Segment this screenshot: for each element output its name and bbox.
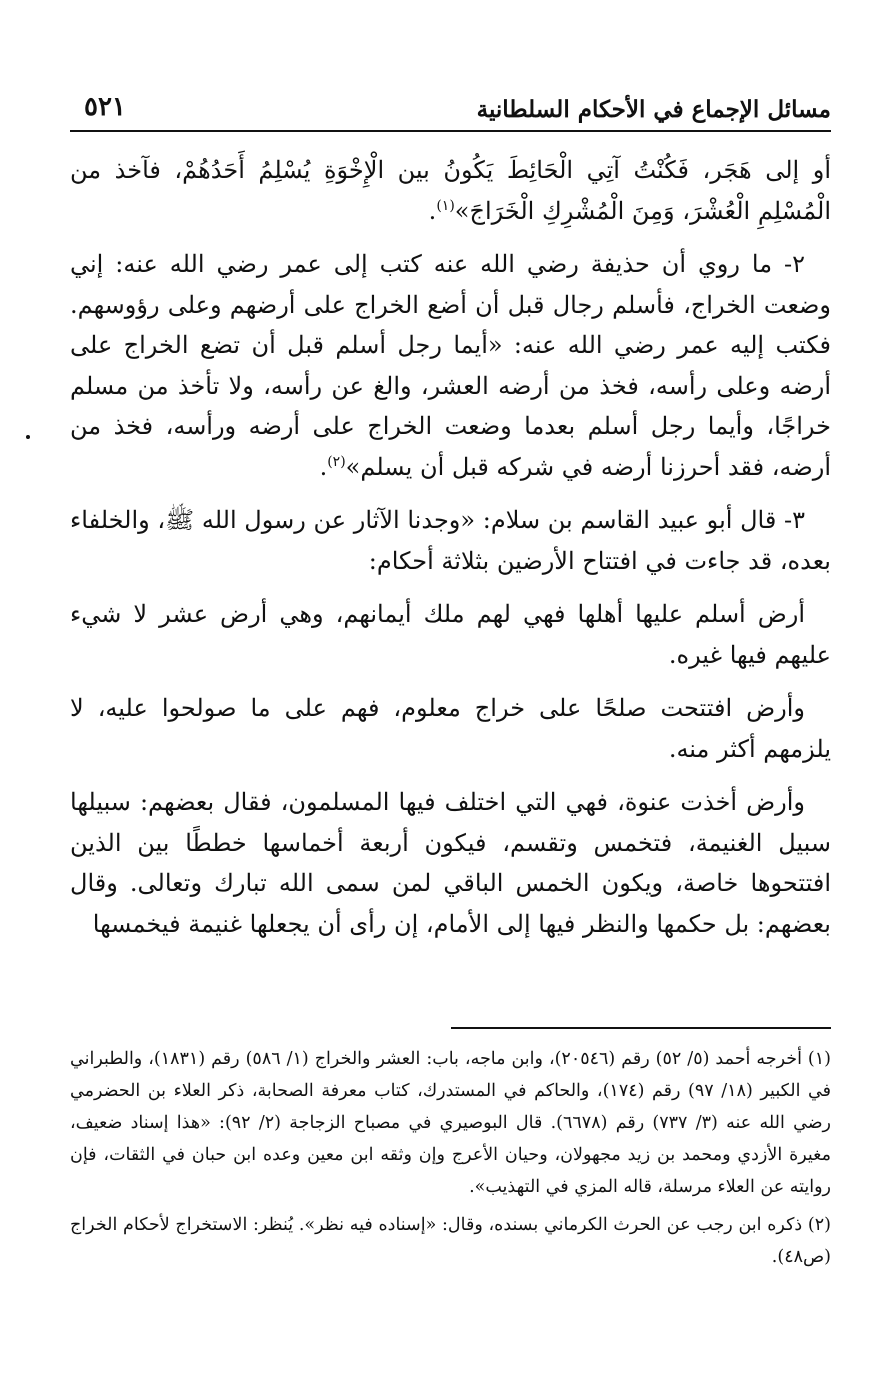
page-number: ٥٢١	[84, 92, 126, 122]
paragraph: ٣- قال أبو عبيد القاسم بن سلام: «وجدنا الآثار عن رسول الله ﷺ، والخلفاء بعده، قد جاءت في افتتاح الأرضين بثلاثة أحكام:	[70, 506, 831, 575]
paragraph	[70, 244, 831, 487]
paragraph: وأرض افتتحت صلحًا على خراج معلوم، فهم على ما صولحوا عليه، لا يلزمهم أكثر منه.	[70, 694, 831, 763]
footnote-ref: (٢)	[327, 453, 346, 470]
page-header	[70, 92, 831, 132]
footnote-ref: (١)	[436, 197, 455, 214]
paragraph-text: أو إلى هَجَر، فَكُنْتُ آتِي الْحَائِطَ يَكُونُ بين الْإِخْوَةِ يُسْلِمُ أَحَدُهُمْ، فآخذ من الْمُسْلِمِ الْعُشْرَ، وَمِنَ الْمُشْرِكِ الْخَرَاجَ»	[70, 156, 831, 225]
paragraph: أرض أسلم عليها أهلها فهي لهم ملك أيمانهم، وهي أرض عشر لا شيء عليهم فيها غيره.	[70, 600, 831, 669]
paragraph-end: .	[319, 452, 328, 481]
footnote-divider	[451, 1027, 831, 1029]
main-text	[70, 150, 831, 957]
paragraph	[70, 150, 831, 231]
running-title: مسائل الإجماع في الأحكام السلطانية	[476, 96, 831, 123]
footnotes	[70, 1043, 831, 1279]
paragraph-end: .	[428, 196, 437, 225]
paragraph: وأرض أخذت عنوة، فهي التي اختلف فيها المسلمون، فقال بعضهم: سبيلها سبيل الغنيمة، فتخمس وتقسم، فيكون أربعة أخماسها خططًا بين الذين افتتحوها خاصة، ويكون الخمس الباقي لمن سمى الله تبارك وتعالى. وقال بعضهم: بل حكمها والنظر فيها إلى الأمام، إن رأى أن يجعلها غنيمة فيخمسها	[70, 788, 831, 938]
paragraph-text: ٢- ما روي أن حذيفة رضي الله عنه كتب إلى عمر رضي الله عنه: إني وضعت الخراج، فأسلم رجال قبل أن أضع الخراج على أرضهم وعلى رؤوسهم. فكتب إليه عمر رضي الله عنه: «أيما رجل أسلم قبل أن تضع الخراج على أرضه وعلى رأسه، فخذ من أرضه العشر، والغ عن رأسه، ولا تأخذ من مسلم خراجًا، وأيما رجل أسلم بعدما وضعت الخراج على أرضه ورأسه، فخذ من أرضه، فقد أحرزنا أرضه في شركه قبل أن يسلم»	[70, 250, 831, 481]
footnote: (١) أخرجه أحمد (٥/ ٥٢) رقم (٢٠٥٤٦)، وابن ماجه، باب: العشر والخراج (١/ ٥٨٦) رقم (١٨٣١)، والطبراني في الكبير (١٨/ ٩٧) رقم (١٧٤)، والحاكم في المستدرك، كتاب معرفة الصحابة، ذكر العلاء بن الحضرمي رضي الله عنه (٣/ ٧٣٧) رقم (٦٦٧٨). قال البوصيري في مصباح الزجاجة (٢/ ٩٢): «هذا إسناد ضعيف، مغيرة الأزدي ومحمد بن زيد مجهولان، وحيان الأعرج وإن وثقه ابن معين وعده ابن حبان في الثقات، فإن روايته عن العلاء مرسلة، قاله المزي في التهذيب».	[70, 1049, 832, 1197]
footnote: (٢) ذكره ابن رجب عن الحرث الكرماني بسنده، وقال: «إسناده فيه نظر». يُنظر: الاستخراج لأحكام الخراج (ص٤٨).	[70, 1215, 831, 1267]
margin-dot	[26, 435, 30, 439]
